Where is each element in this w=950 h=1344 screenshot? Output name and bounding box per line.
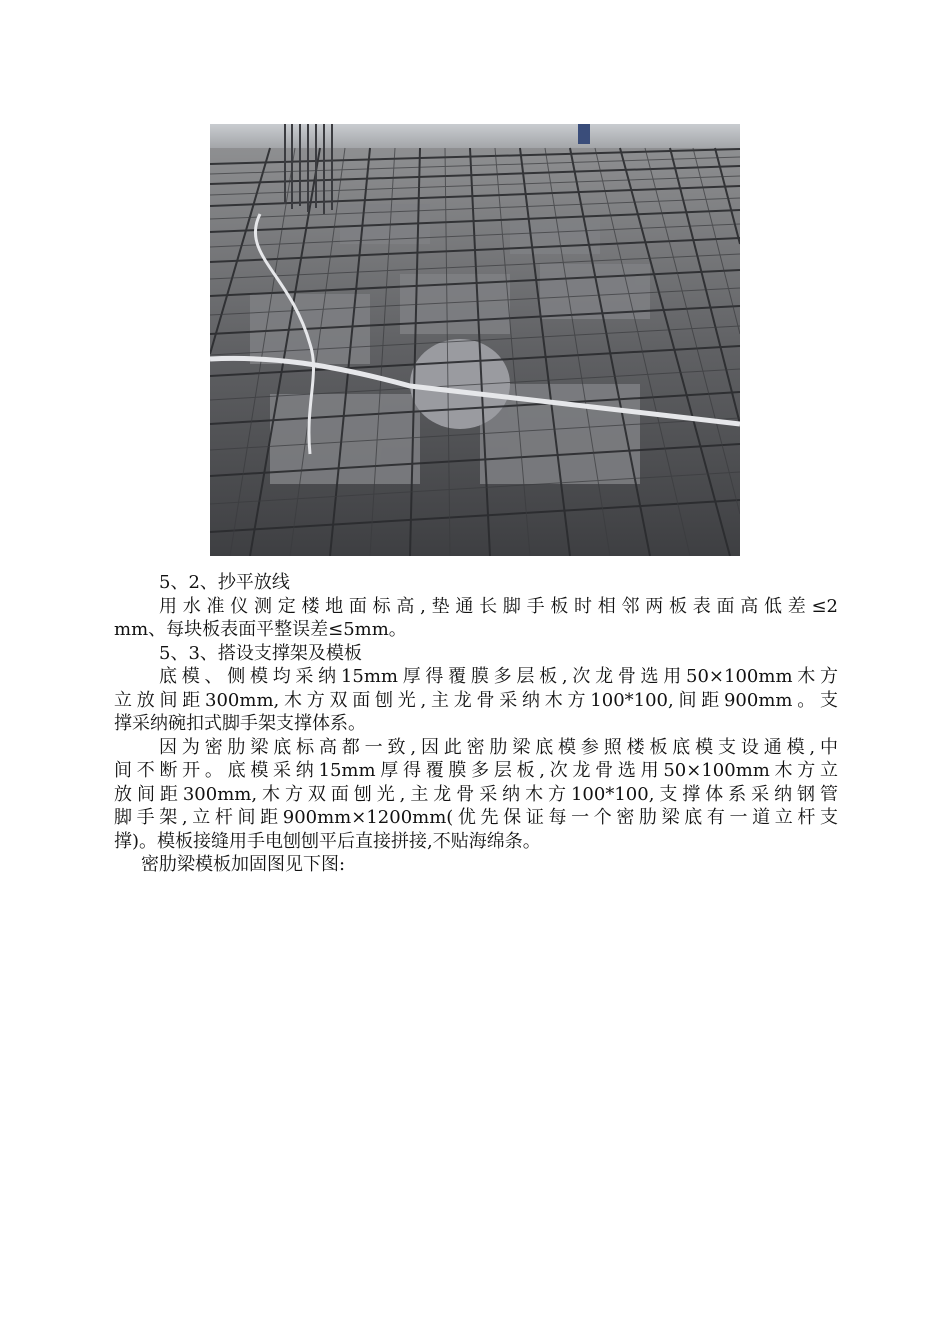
body-text bbox=[114, 571, 838, 877]
construction-photo bbox=[210, 124, 740, 556]
paragraph-line: 放间距300mm,木方双面刨光,主龙骨采纳木方100*100,支撑体系采纳钢管 bbox=[114, 783, 838, 805]
paragraph-line: 立放间距300mm,木方双面刨光,主龙骨采纳木方100*100,间距900mm。支 bbox=[114, 689, 838, 711]
paragraph-line: 底模、侧模均采纳15mm厚得覆膜多层板,次龙骨选用50×100mm木方 bbox=[159, 666, 838, 687]
paragraph-line: 用水准仪测定楼地面标高,垫通长脚手板时相邻两板表面高低差≤2 bbox=[159, 595, 838, 617]
paragraph-line: 撑采纳碗扣式脚手架支撑体系。 bbox=[114, 713, 366, 734]
paragraph-line: 脚手架,立杆间距900mm×1200mm(优先保证每一个密肋梁底有一道立杆支 bbox=[114, 807, 838, 828]
paragraph-line: 因为密肋梁底标高都一致,因此密肋梁底模参照楼板底模支设通模,中 bbox=[159, 736, 838, 758]
rebar-grid-photo-icon bbox=[210, 124, 740, 556]
paragraph-line: 间不断开。底模采纳15mm厚得覆膜多层板,次龙骨选用50×100mm木方立 bbox=[114, 760, 838, 781]
paragraph-line: 撑)。模板接缝用手电刨刨平后直接拼接,不贴海绵条。 bbox=[114, 830, 541, 852]
paragraph-line: mm、每块板表面平整误差≤5mm。 bbox=[114, 619, 407, 640]
heading-5-3: 5、3、搭设支撑架及模板 bbox=[159, 642, 362, 664]
heading-5-2: 5、2、抄平放线 bbox=[159, 572, 290, 593]
figure-reference: 密肋梁模板加固图见下图: bbox=[141, 854, 346, 875]
